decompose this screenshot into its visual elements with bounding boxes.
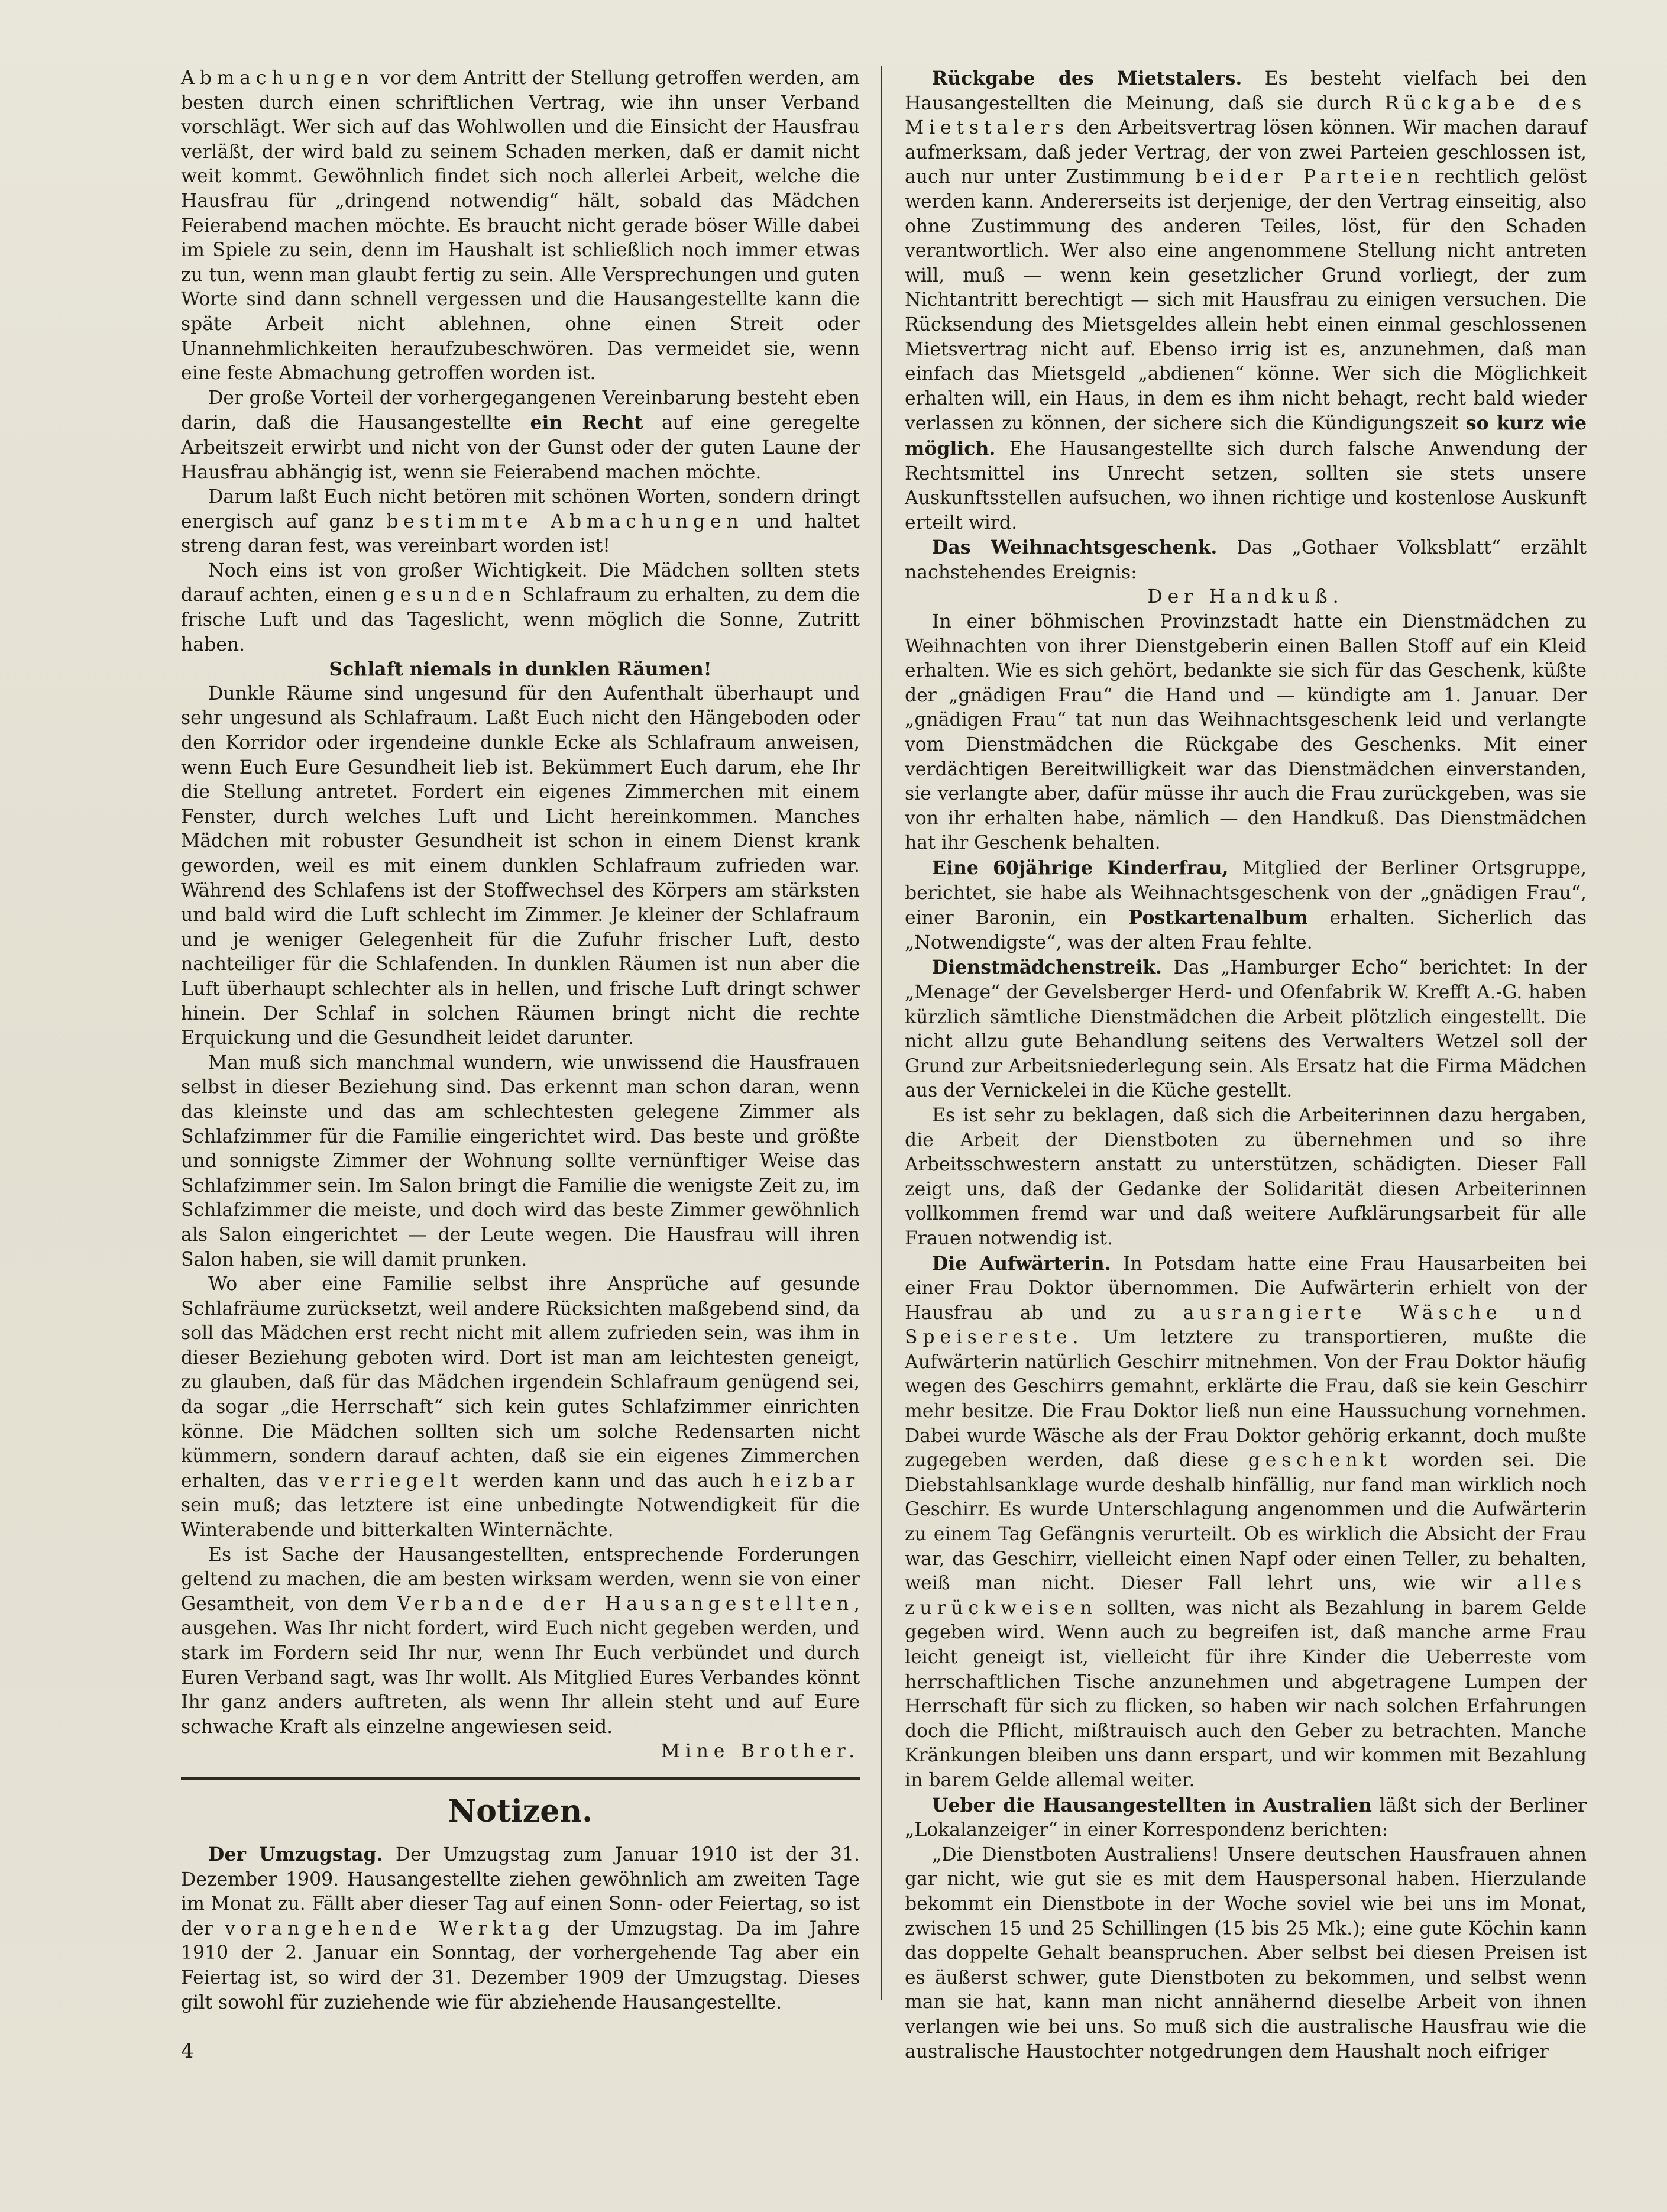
paragraph: Dunkle Räume sind ungesund für den Aufenthalt überhaupt und sehr ungesund als Schlafraum. Laßt Euch nicht den Hängeboden oder den Korridor oder irgendeine dunkle Ecke als Schlafraum anweisen, wenn Euch Eure Gesundheit lieb ist. Bekümmert Euch darum, ehe Ihr die Stellung antretet. Fordert ein eigenes Zimmerchen mit einem Fenster, durch welches Luft und Licht hereinkommen. Manches Mädchen mit robuster Gesundheit ist schon in einem Dienst krank geworden, weil es mit einem dunklen Schlafraum zufrieden war. Während des Schlafens ist der Stoffwechsel des Körpers am stärksten und bald wird die Luft schlecht im Zimmer. Je kleiner der Schlafraum und je weniger Gelegenheit für die Zufuhr frischer Luft, desto nachteiliger für die Schlafenden. In dunklen Räumen ist nun aber die Luft überhaupt schlechter als in hellen, und frische Luft dringt schwer hinein. Der Schlaf in solchen Räumen bringt nicht die rechte Erquickung und die Gesundheit leidet darunter. <box>181 683 860 1049</box>
notice-heading: Ueber die Hausangestellten in Australien <box>932 1794 1372 1816</box>
emphasis-spaced: Verbande der Hausangestellten <box>397 1593 854 1615</box>
notice-paragraph: Das Weihnachtsgeschenk. Das „Gothaer Volksblatt“ erzählt nachstehendes Ereignis: <box>905 536 1587 583</box>
right-column <box>905 66 1587 2064</box>
notice-paragraph: Die Aufwärterin. In Potsdam hatte eine Frau Hausarbeiten bei einer Frau Doktor übernommen. Die Aufwärterin erhielt von der Hausfrau ab und zu ausrangierte Wäsche und Speisereste. Um letztere zu transportieren, mußte die Aufwärterin natürlich Geschirr mitnehmen. Von der Frau Doktor häufig wegen des Geschirrs gemahnt, erklärte die Frau, daß sie kein Geschirr mehr besitze. Die Frau Doktor ließ nun eine Haussuchung vornehmen. Dabei wurde Wäsche als der Frau Doktor gehörig erkannt, doch mußte zugegeben werden, daß diese geschenkt worden sei. Die Diebstahlsanklage wurde deshalb hinfällig, nur fand man wirklich noch Geschirr. Es wurde Unterschlagung angenommen und die Aufwärterin zu einem Tag Gefängnis verurteilt. Ob es wirklich die Absicht der Frau war, das Geschirr, vielleicht einen Napf oder einen Teller, zu behalten, weiß man nicht. Dieser Fall lehrt uns, wie wir alles zurückweisen sollten, was nicht als Bezahlung in barem Gelde gegeben wird. Wenn auch zu begreifen ist, daß manche arme Frau leicht geneigt ist, vielleicht für ihre Kinder die Ueberreste vom herrschaftlichen Tische anzunehmen und abgetragene Lumpen der Herrschaft für sich zu flicken, so haben wir nach solchen Erfahrungen doch die Pflicht, mißtrauisch auch den Geber zu betrachten. Manche Kränkungen bleiben uns dann erspart, und wir kommen mit Bezahlung in barem Gelde allemal weiter. <box>905 1252 1587 1791</box>
paragraph: Wo aber eine Familie selbst ihre Ansprüche auf gesunde Schlafräume zurücksetzt, weil andere Rücksichten maßgebend sind, da soll das Mädchen erst recht nicht mit allem zufrieden sein, was ihm in dieser Beziehung geboten wird. Dort ist man am leichtesten geneigt, zu glauben, daß für das Mädchen irgendein Schlafraum genügend sei, da sogar „die Herrschaft“ sich kein gutes Schlafzimmer einrichten könne. Die Mädchen sollten sich um solche Redensarten nicht kümmern, sondern darauf achten, daß sie ein eigenes Zimmerchen erhalten, das verriegelt werden kann und das auch heizbar sein muß; das letztere ist eine unbedingte Notwendigkeit für die Winterabende und bitterkalten Winternächte. <box>181 1273 860 1541</box>
story-title: Der Handkuß. <box>1147 586 1344 608</box>
subheading: Schlaft niemals in dunklen Räumen! <box>329 658 712 681</box>
emphasis-spaced: Abmachungen <box>181 67 374 89</box>
emphasis-spaced: geschenkt <box>1248 1450 1392 1472</box>
emphasis-spaced: verriegelt <box>318 1470 464 1492</box>
notice-heading: Die Aufwärterin. <box>932 1252 1111 1275</box>
paragraph: In einer böhmischen Provinzstadt hatte ein Dienstmädchen zu Weihnachten von ihrer Dienstgeberin einen Ballen Stoff auf ein Kleid erhalten. Wie es sich gehört, bedankte sie sich für das Geschenk, küßte der „gnädigen Frau“ die Hand und — kündigte am 1. Januar. Der „gnädigen Frau“ tat nun das Weihnachtsgeschenk leid und verlangte vom Dienstmädchen die Rückgabe des Geschenks. Mit einer verdächtigen Bereitwilligkeit war das Dienstmädchen einverstanden, sie verlangte aber, dafür müsse ihr auch die Frau zurückgeben, was sie von ihr erhalten habe, nämlich — den Handkuß. Das Dienstmädchen hat ihr Geschenk behalten. <box>905 611 1587 854</box>
paragraph: Abmachungen vor dem Antritt der Stellung getroffen werden, am besten durch einen schriftlichen Vertrag, wie ihn unser Verband vorschlägt. Wer sich auf das Wohlwollen und die Einsicht der Hausfrau verläßt, der wird bald zu seinem Schaden merken, daß er damit nicht weit kommt. Gewöhnlich findet sich noch allerlei Arbeit, welche die Hausfrau für „dringend notwendig“ hält, sobald das Mädchen Feierabend machen möchte. Es braucht nicht gerade böser Wille dabei im Spiele zu sein, denn im Haushalt ist schließlich noch immer etwas zu tun, wenn man glaubt fertig zu sein. Alle Versprechungen und guten Worte sind dann schnell vergessen und die Hausangestellte kann die späte Arbeit nicht ablehnen, ohne einen Streit oder Unannehmlichkeiten heraufzubeschwören. Das vermeidet sie, wenn eine feste Abmachung getroffen worden ist. <box>181 67 860 384</box>
notice-heading: Der Umzugstag. <box>208 1843 383 1865</box>
emphasis-spaced: vorangehende Werktag <box>225 1917 555 1939</box>
notice-heading: Dienstmädchenstreik. <box>932 956 1162 979</box>
emphasis-bold: ein Recht <box>530 412 643 434</box>
paragraph: Darum laßt Euch nicht betören mit schönen Worten, sondern dringt energisch auf ganz bestimmte Abmachungen und haltet streng daran fest, was vereinbart worden ist! <box>181 486 860 557</box>
notice-heading: Das Weihnachtsgeschenk. <box>932 536 1218 559</box>
author-signature: Mine Brother. <box>661 1741 860 1763</box>
emphasis-spaced: bestimmte Abmachungen <box>386 510 744 532</box>
emphasis-spaced: ausrangierte Wäsche und Speisereste <box>905 1302 1587 1348</box>
notice-paragraph: Ueber die Hausangestellten in Australien läßt sich der Berliner „Lokalanzeiger“ in einer Korrespondenz berichten: <box>905 1794 1587 1841</box>
paragraph: Man muß sich manchmal wundern, wie unwissend die Hausfrauen selbst in dieser Beziehung sind. Das erkennt man schon daran, wenn das kleinste und das am schlechtesten gelegene Zimmer als Schlafzimmer für die Familie eingerichtet wird. Das beste und größte und sonnigste Zimmer der Wohnung sollte vernünftiger Weise das Schlafzimmer sein. Im Salon bringt die Familie die wenigste Zeit zu, im Schlafzimmer die meiste, und doch wird das beste Zimmer gewöhnlich als Salon eingerichtet — der Leute wegen. Die Hausfrau will ihren Salon haben, sie will damit prunken. <box>181 1052 860 1270</box>
emphasis-spaced: beider Parteien <box>1195 166 1425 188</box>
section-divider <box>181 1777 860 1780</box>
paragraph: Es ist sehr zu beklagen, daß sich die Arbeiterinnen dazu hergaben, die Arbeit der Dienstboten zu übernehmen und so ihre Arbeitsschwestern anstatt zu unterstützen, schädigten. Dieser Fall zeigt uns, daß der Gedanke der Solidarität diesen Arbeiterinnen vollkommen fremd war und daß weitere Aufklärungsarbeit für alle Frauen notwendig ist. <box>905 1104 1587 1249</box>
left-column <box>181 66 860 2015</box>
emphasis-spaced: alles zurückweisen <box>905 1573 1587 1619</box>
column-rule <box>881 66 882 2000</box>
notice-heading: Eine 60jährige Kinderfrau, <box>932 857 1229 879</box>
notice-heading: Rückgabe des Mietstalers. <box>932 67 1242 89</box>
emphasis-spaced: heizbar <box>752 1470 860 1492</box>
section-title-notizen: Notizen. <box>448 1793 593 1829</box>
emphasis-bold: Postkartenalbum <box>1128 907 1308 929</box>
page-number: 4 <box>181 2039 194 2063</box>
emphasis-spaced: Rückgabe des Mietstalers <box>905 92 1587 139</box>
paragraph: Noch eins ist von großer Wichtigkeit. Die Mädchen sollten stets darauf achten, einen gesunden Schlafraum zu erhalten, zu dem die frische Luft und das Tageslicht, wenn möglich die Sonne, Zutritt haben. <box>181 560 860 655</box>
emphasis-spaced: gesunden <box>383 584 516 606</box>
notice-paragraph: Eine 60jährige Kinderfrau, Mitglied der Berliner Ortsgruppe, berichtet, sie habe als Weihnachtsgeschenk von der „gnädigen Frau“, einer Baronin, ein Postkartenalbum erhalten. Sicherlich das „Notwendigste“, was der alten Frau fehlte. <box>905 857 1587 953</box>
paragraph: Der große Vorteil der vorhergegangenen Vereinbarung besteht eben darin, daß die Hausangestellte ein Recht auf eine geregelte Arbeitszeit erwirbt und nicht von der Gunst oder der guten Laune der Hausfrau abhängig ist, wenn sie Feierabend machen möchte. <box>181 387 860 483</box>
paragraph: „Die Dienstboten Australiens! Unsere deutschen Hausfrauen ahnen gar nicht, wie gut sie es mit dem Hauspersonal haben. Hierzulande bekommt ein Dienstbote in der Woche soviel wie bei uns im Monat, zwischen 15 und 25 Schillingen (15 bis 25 Mk.); eine gute Köchin kann das doppelte Gehalt beanspruchen. Aber selbst bei diesen Preisen ist es äußerst schwer, gute Dienstboten zu bekommen, und selbst wenn man sie hat, kann man nicht annähernd dieselbe Arbeit von ihnen verlangen wie bei uns. So muß sich die australische Hausfrau wie die australische Haustochter notgedrungen dem Haushalt noch eifriger <box>905 1844 1587 2062</box>
notice-paragraph: Der Umzugstag. Der Umzugstag zum Januar 1910 ist der 31. Dezember 1909. Hausangestellte ziehen gewöhnlich am zweiten Tage im Monat zu. Fällt aber dieser Tag auf einen Sonn- oder Feiertag, so ist der vorangehende Werktag der Umzugstag. Da im Jahre 1910 der 2. Januar ein Sonntag, der vorhergehende Tag aber ein Feiertag ist, so wird der 31. Dezember 1909 der Umzugstag. Dieses gilt sowohl für zuziehende wie für abziehende Hausangestellte. <box>181 1843 860 2013</box>
paragraph: Es ist Sache der Hausangestellten, entsprechende Forderungen geltend zu machen, die am besten wirksam werden, wenn sie von einer Gesamtheit, von dem Verbande der Hausangestellten, ausgehen. Was Ihr nicht fordert, wird Euch nicht gegeben werden, und stark im Fordern seid Ihr nur, wenn Ihr Euch verbündet und durch Euren Verband sagt, was Ihr wollt. Als Mitglied Eures Verbandes könnt Ihr ganz anders auftreten, als wenn Ihr allein steht und auf Eure schwache Kraft als einzelne angewiesen seid. <box>181 1544 860 1738</box>
emphasis-bold: so kurz wie möglich. <box>905 412 1587 460</box>
notice-paragraph: Dienstmädchenstreik. Das „Hamburger Echo“ berichtet: In der „Menage“ der Gevelsberger Herd- und Ofenfabrik W. Krefft A.-G. haben kürzlich sämtliche Dienstmädchen die Arbeit plötzlich eingestellt. Die nicht allzu gute Behandlung seitens des Verwalters Wetzel soll der Grund zur Arbeitsniederlegung sein. Als Ersatz hat die Firma Mädchen aus der Vernickelei in die Küche gestellt. <box>905 956 1587 1102</box>
notice-paragraph: Rückgabe des Mietstalers. Es besteht vielfach bei den Hausangestellten die Meinung, daß sie durch Rückgabe des Mietstalers den Arbeitsvertrag lösen können. Wir machen darauf aufmerksam, daß jeder Vertrag, der von zwei Parteien geschlossen ist, auch nur unter Zustimmung beider Parteien rechtlich gelöst werden kann. Andererseits ist derjenige, der den Vertrag einseitig, also ohne Zustimmung des anderen Teiles, löst, für den Schaden verantwortlich. Wer also eine angenommene Stellung nicht antreten will, muß — wenn kein gesetzlicher Grund vorliegt, der zum Nichtantritt berechtigt — sich mit Hausfrau zu einigen versuchen. Die Rücksendung des Mietsgeldes allein hebt einen einmal geschlossenen Mietsvertrag nicht auf. Ebenso irrig ist es, anzunehmen, daß man einfach das Mietsgeld „abdienen“ könne. Wer sich die Möglichkeit erhalten will, ein Haus, in dem es ihm nicht behagt, recht bald wieder verlassen zu können, der sichere sich die Kündigungszeit so kurz wie möglich. Ehe Hausangestellte sich durch falsche Anwendung der Rechtsmittel ins Unrecht setzen, sollten sie stets unsere Auskunftsstellen aufsuchen, wo ihnen richtige und kostenlose Auskunft erteilt wird. <box>905 67 1587 533</box>
